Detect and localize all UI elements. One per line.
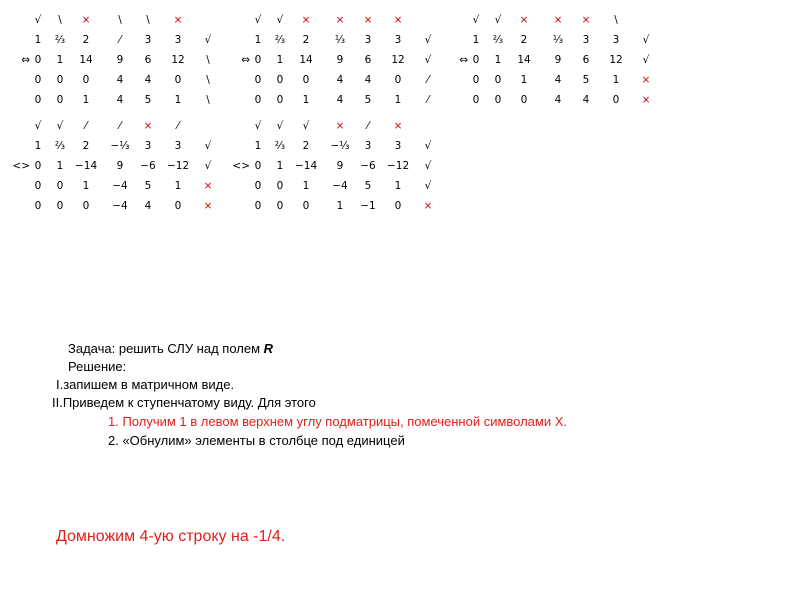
matrix-cell: 1 [34,34,42,46]
matrix-cell: 0 [394,200,402,212]
matrix-cell: 0 [472,54,480,66]
matrix-cell: 0 [254,54,262,66]
matrix-cell: 1 [276,160,284,172]
equivalence-arrow: ⇔ [241,54,250,66]
matrix-3 [444,10,654,110]
matrix-cell: 3 [174,34,182,46]
matrix-cell: 0 [276,200,284,212]
matrix-cell: 0 [82,200,90,212]
matrix-cell: ⁄ [119,34,121,46]
matrix-cell: 9 [554,54,562,66]
matrix-cell: 0 [34,160,42,172]
row-mark: ⁄ [427,74,429,86]
matrix-cell: 5 [364,94,372,106]
matrix-cell: 0 [174,74,182,86]
row-mark: × [641,94,651,106]
equivalence-arrow: <> [12,160,30,172]
matrix-cell: 12 [391,54,405,66]
row-mark: √ [642,54,650,66]
column-mark: \ [118,14,122,26]
row-mark: \ [206,74,210,86]
matrix-cell: 4 [554,94,562,106]
action-text: Домножим 4-ую строку на -1/4. [56,528,286,545]
matrix-cell: 14 [299,54,313,66]
matrix-cell: −⅓ [330,140,350,152]
matrix-cell: ⅔ [54,140,66,152]
matrix-cell: 1 [302,180,310,192]
matrix-cell: 4 [116,94,124,106]
matrix-cell: 1 [302,94,310,106]
column-mark: \ [146,14,150,26]
matrix-cell: 3 [364,140,372,152]
column-mark: ⁄ [367,120,369,132]
matrix-cell: 4 [336,94,344,106]
matrix-cell: 9 [336,54,344,66]
column-mark: × [335,120,345,132]
matrix-cell: 9 [336,160,344,172]
task-title-text: Задача: решить СЛУ над полем [68,341,264,356]
matrix-cell: 0 [34,94,42,106]
solution-label: Решение: [68,359,127,374]
matrix-cell: 0 [82,74,90,86]
equivalence-arrow: <> [232,160,250,172]
matrix-cell: 1 [56,160,64,172]
equivalence-arrow: ⇔ [459,54,468,66]
matrix-cell: 9 [116,160,124,172]
matrix-cell: 1 [34,140,42,152]
matrix-cell: 1 [82,94,90,106]
matrix-cell: 6 [582,54,590,66]
matrix-cell: 2 [302,34,310,46]
column-mark: √ [56,120,64,132]
matrix-cell: 3 [174,140,182,152]
matrix-cell: −6 [360,160,376,172]
matrix-cell: 0 [472,74,480,86]
matrix-cell: 2 [82,140,90,152]
matrix-cell: 6 [364,54,372,66]
matrix-cell: 14 [517,54,531,66]
row-mark: √ [424,54,432,66]
column-mark: √ [254,14,262,26]
matrix-cell: 0 [34,54,42,66]
equivalence-arrow: ⇔ [21,54,30,66]
matrix-4 [6,116,216,216]
column-mark: × [301,14,311,26]
matrix-cell: −1 [360,200,376,212]
substep-1: 1. Получим 1 в левом верхнем углу подматрицы, помеченной символами Х. [108,414,568,429]
matrix-cell: 0 [612,94,620,106]
matrix-cell: 4 [144,200,152,212]
matrix-cell: 4 [116,74,124,86]
matrix-cell: 3 [394,140,402,152]
matrix-cell: 0 [394,74,402,86]
matrix-cell: 5 [144,94,152,106]
matrix-cell: 0 [254,180,262,192]
column-mark: √ [34,14,42,26]
column-mark: \ [58,14,62,26]
row-mark: √ [424,140,432,152]
matrix-cell: 3 [144,34,152,46]
matrix-cell: 4 [364,74,372,86]
matrix-cell: 5 [144,180,152,192]
row-mark: √ [204,34,212,46]
matrix-cell: 1 [612,74,620,86]
matrix-cell: 0 [302,200,310,212]
column-mark: × [393,120,403,132]
column-mark: √ [472,14,480,26]
matrix-cell: ⅔ [274,140,286,152]
matrix-2 [226,10,436,110]
matrix-cell: 1 [174,94,182,106]
matrix-cell: 0 [254,94,262,106]
column-mark: \ [614,14,618,26]
matrix-cell: 0 [276,94,284,106]
matrix-cell: ⅔ [492,34,504,46]
matrix-cell: 0 [276,74,284,86]
matrix-cell: 0 [494,94,502,106]
column-mark: √ [276,14,284,26]
matrix-cell: −12 [167,160,190,172]
row-mark: \ [206,94,210,106]
matrix-5 [226,116,436,216]
matrix-cell: ⅓ [334,34,346,46]
matrix-cell: 0 [174,200,182,212]
matrix-cell: 1 [174,180,182,192]
column-mark: √ [254,120,262,132]
row-mark: \ [206,54,210,66]
matrix-cell: 1 [254,34,262,46]
matrix-cell: 6 [144,54,152,66]
matrix-cell: −12 [387,160,410,172]
column-mark: ⁄ [177,120,179,132]
row-mark: ⁄ [427,94,429,106]
matrix-cell: 0 [302,74,310,86]
matrix-cell: 4 [144,74,152,86]
step-1: I.запишем в матричном виде. [56,377,235,392]
matrix-cell: 3 [612,34,620,46]
column-mark: √ [302,120,310,132]
column-mark: × [581,14,591,26]
column-mark: × [519,14,529,26]
matrix-cell: −⅓ [110,140,130,152]
column-mark: × [335,14,345,26]
matrix-cell: ⅔ [274,34,286,46]
matrix-cell: 1 [494,54,502,66]
row-mark: × [203,200,213,212]
row-mark: √ [204,140,212,152]
matrix-cell: 3 [582,34,590,46]
matrix-cell: 0 [56,94,64,106]
matrix-cell: 4 [554,74,562,86]
matrix-cell: 0 [34,180,42,192]
matrix-cell: 12 [171,54,185,66]
matrix-cell: −14 [75,160,98,172]
step-2: II.Приведем к ступенчатому виду. Для этого [52,395,316,410]
matrix-cell: 12 [609,54,623,66]
matrix-cell: 1 [276,54,284,66]
matrix-cell: 1 [520,74,528,86]
column-mark: √ [276,120,284,132]
matrix-cell: 2 [520,34,528,46]
matrix-cell: 4 [336,74,344,86]
matrix-cell: 4 [582,94,590,106]
matrix-cell: 0 [34,74,42,86]
row-mark: × [203,180,213,192]
row-mark: √ [424,180,432,192]
matrix-cell: 1 [56,54,64,66]
matrix-cell: 1 [336,200,344,212]
matrix-cell: ⅔ [54,34,66,46]
column-mark: × [81,14,91,26]
matrix-cell: 2 [302,140,310,152]
matrix-cell: −4 [332,180,348,192]
matrix-cell: −4 [112,180,128,192]
matrix-1 [6,10,216,110]
matrix-cell: 0 [472,94,480,106]
matrix-cell: 0 [254,160,262,172]
matrix-cell: 3 [144,140,152,152]
matrix-cell: 1 [82,180,90,192]
column-mark: × [393,14,403,26]
matrix-cell: −6 [140,160,156,172]
matrix-cell: 1 [394,94,402,106]
column-mark: × [553,14,563,26]
column-mark: √ [494,14,502,26]
matrix-cell: 0 [494,74,502,86]
column-mark: × [363,14,373,26]
matrix-cell: 1 [472,34,480,46]
matrix-cell: 2 [82,34,90,46]
row-mark: √ [204,160,212,172]
substep-2: 2. «Обнулим» элементы в столбце под единицей [108,433,405,448]
matrix-cell: 5 [582,74,590,86]
matrix-cell: −14 [295,160,318,172]
matrix-cell: 1 [394,180,402,192]
matrix-cell: 0 [34,200,42,212]
matrix-cell: ⅓ [552,34,564,46]
row-mark: × [423,200,433,212]
matrix-cell: 0 [56,74,64,86]
matrix-cell: 0 [520,94,528,106]
matrix-cell: 0 [56,180,64,192]
row-mark: × [641,74,651,86]
column-mark: × [173,14,183,26]
matrix-cell: 1 [254,140,262,152]
matrix-cell: 0 [254,74,262,86]
matrix-cell: 3 [394,34,402,46]
matrix-cell: 0 [276,180,284,192]
column-mark: × [143,120,153,132]
column-mark: ⁄ [119,120,121,132]
row-mark: √ [642,34,650,46]
column-mark: √ [34,120,42,132]
matrix-cell: −4 [112,200,128,212]
field-symbol: R [263,341,274,356]
matrix-cell: 14 [79,54,93,66]
row-mark: √ [424,160,432,172]
matrix-cell: 9 [116,54,124,66]
matrix-cell: 5 [364,180,372,192]
matrix-cell: 3 [364,34,372,46]
matrix-cell: 0 [56,200,64,212]
row-mark: √ [424,34,432,46]
column-mark: ⁄ [85,120,87,132]
matrix-cell: 0 [254,200,262,212]
task-title [68,340,273,358]
